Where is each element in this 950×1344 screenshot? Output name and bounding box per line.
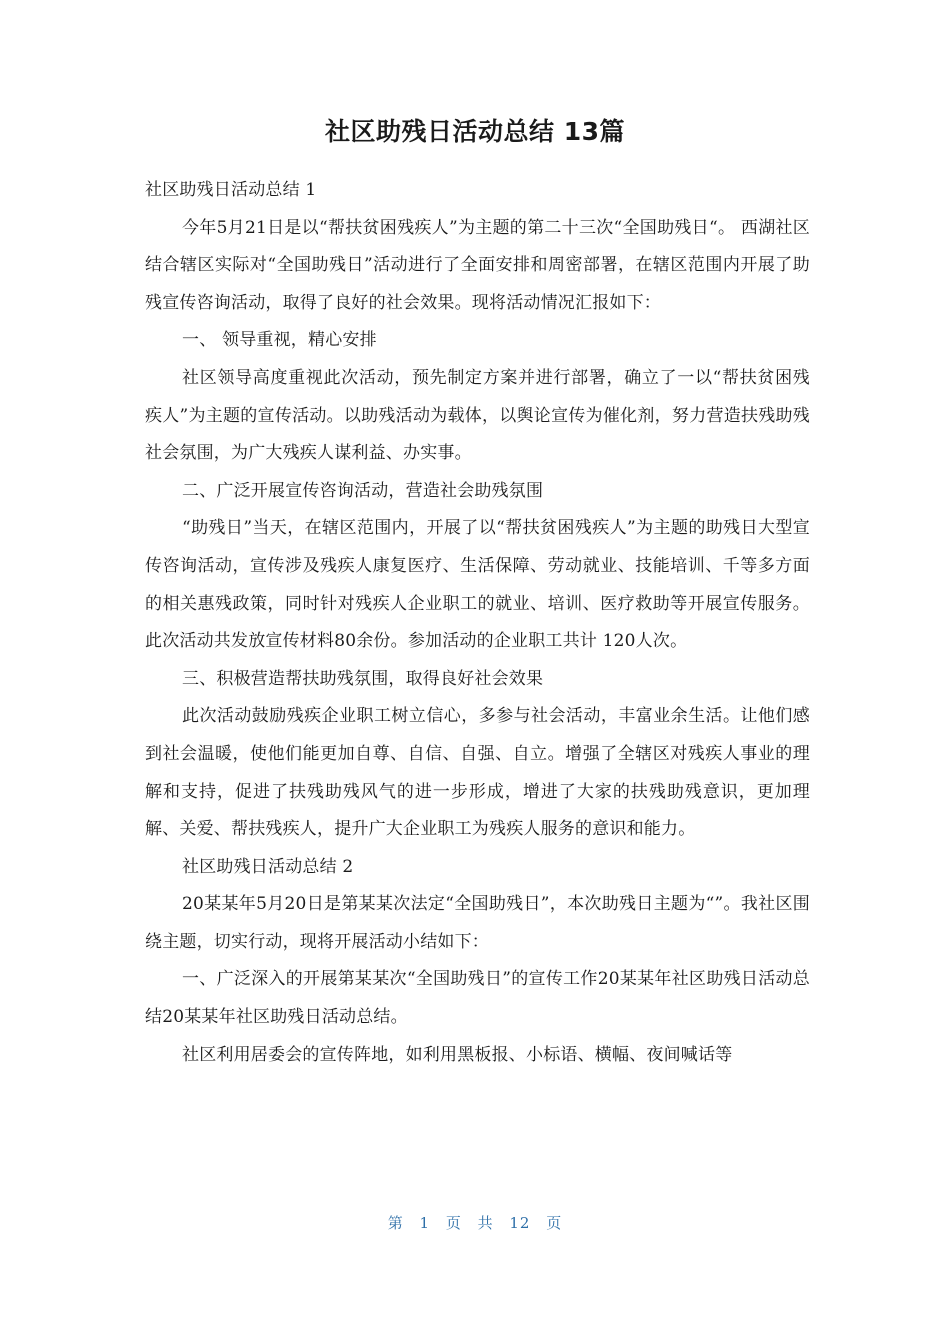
section-heading: 三、积极营造帮扶助残氛围，取得良好社会效果 <box>182 668 544 689</box>
paragraph: 今年5月21日是以“帮扶贫困残疾人”为主题的第二十三次“全国助残日“。 西湖社区结合辖区实际对“全国助残日”活动进行了全面安排和周密部署，在辖区范围内开展了助残宣传咨询活动，取得了良好的社会效果。现将活动情况汇报如下： <box>145 217 810 313</box>
document-title: 社区助残日活动总结 13篇 <box>325 117 625 146</box>
section-heading: 二、广泛开展宣传咨询活动，营造社会助残氛围 <box>182 480 544 501</box>
paragraph: “助残日”当天，在辖区范围内，开展了以“帮扶贫困残疾人”为主题的助残日大型宣传咨询活动，宣传涉及残疾人康复医疗、生活保障、劳动就业、技能培训、千等多方面的相关惠残政策，同时针对残疾人企业职工的就业、培训、医疗救助等开展宣传服务。此次活动共发放宣传材料80余份。参加活动的企业职工共计 120人次。 <box>145 518 810 652</box>
section-heading: 一、广泛深入的开展第某某次“全国助残日”的宣传工作20某某年社区助残日活动总结20某某年社区助残日活动总结。 <box>145 969 810 1028</box>
paragraph: 社区领导高度重视此次活动，预先制定方案并进行部署，确立了一以“帮扶贫困残疾人”为主题的宣传活动。以助残活动为载体，以舆论宣传为催化剂，努力营造扶残助残社会氛围，为广大残疾人谋利益、办实事。 <box>145 367 810 464</box>
document-body <box>145 172 810 1074</box>
page-number-footer: 第 1 页 共 12 页 <box>387 1214 563 1232</box>
paragraph: 20某某年5月20日是第某某次法定“全国助残日”，本次助残日主题为“”。我社区围绕主题，切实行动，现将开展活动小结如下： <box>145 894 810 952</box>
paragraph: 此次活动鼓励残疾企业职工树立信心，多参与社会活动，丰富业余生活。让他们感到社会温暖，使他们能更加自尊、自信、自强、自立。增强了全辖区对残疾人事业的理解和支持，促进了扶残助残风气的进一步形成，增进了大家的扶残助残意识，更加理解、关爱、帮扶残疾人，提升广大企业职工为残疾人服务的意识和能力。 <box>145 706 810 840</box>
paragraph-heading-1: 社区助残日活动总结 1 <box>145 180 317 200</box>
paragraph-heading-2: 社区助残日活动总结 2 <box>182 856 354 877</box>
paragraph: 社区利用居委会的宣传阵地，如利用黑板报、小标语、横幅、夜间喊话等 <box>182 1044 733 1065</box>
section-heading: 一、 领导重视，精心安排 <box>182 330 377 351</box>
